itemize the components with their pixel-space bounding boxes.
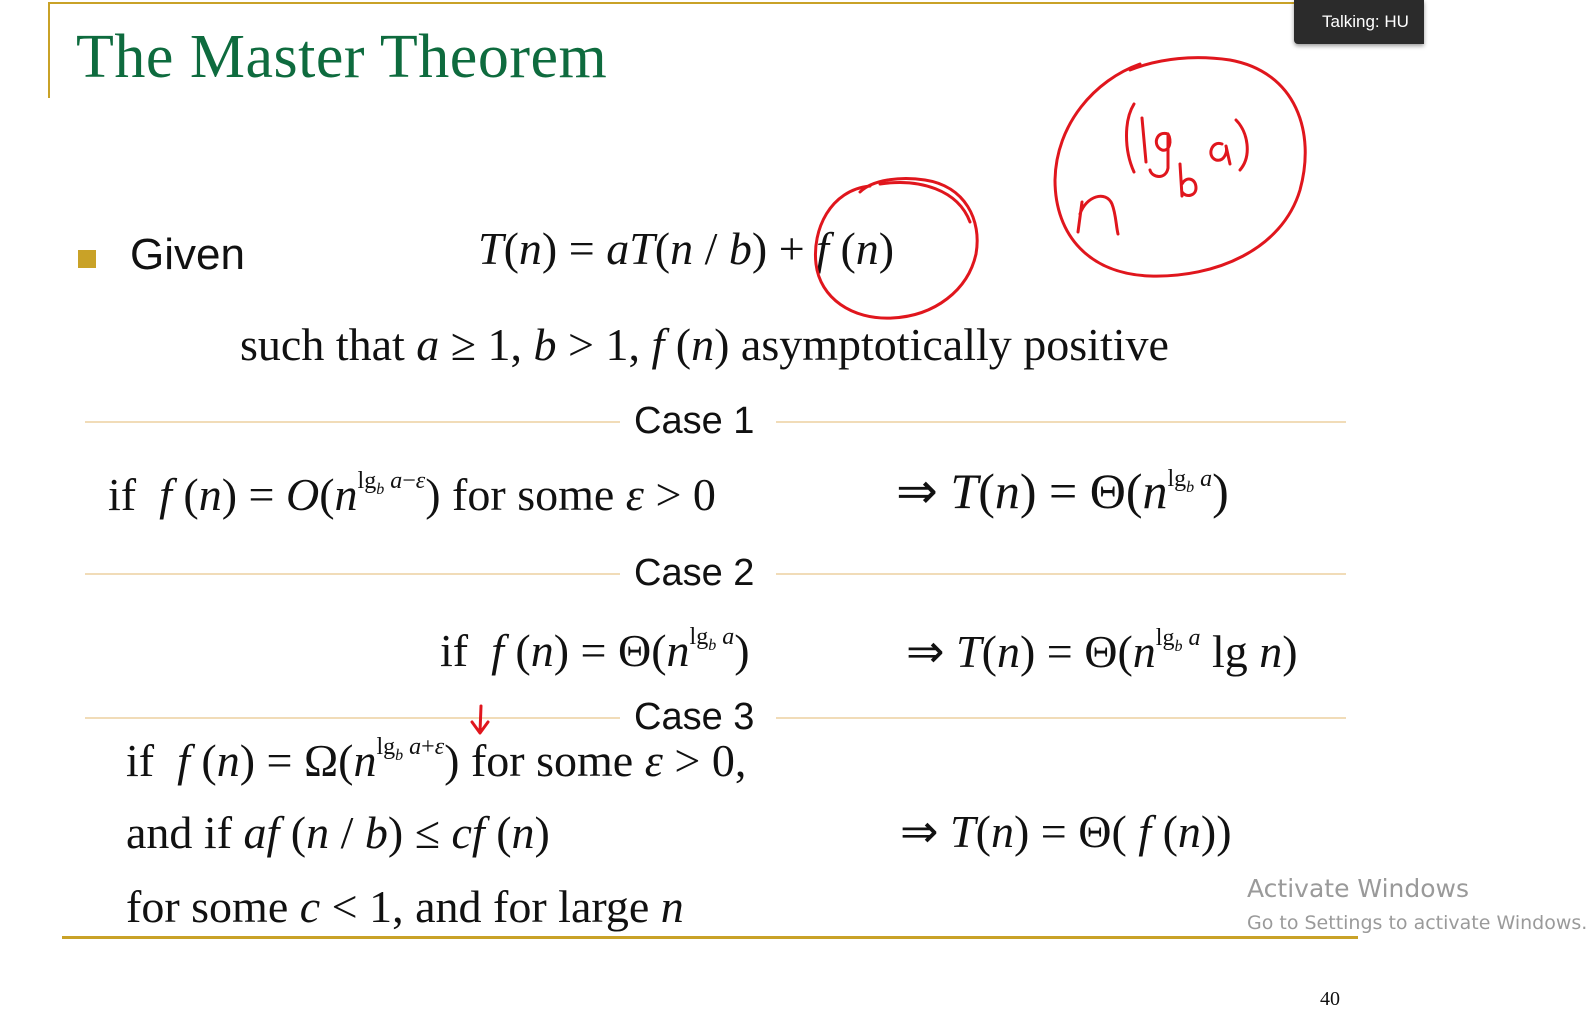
recurrence-equation: T(n) = aT(n / b) + f (n) xyxy=(478,223,895,274)
case1-label: Case 1 xyxy=(634,400,755,442)
slide-title: The Master Theorem xyxy=(76,23,608,91)
recurrence-conditions: such that a ≥ 1, b > 1, f (n) asymptotically positive xyxy=(240,319,1169,370)
case3-condition-line1: if f $(n) = \Omega(n^{lg_b a+\varepsilon})$ for some ε > 0, xyxy=(126,734,747,786)
slide-frame-left xyxy=(48,2,50,98)
case3-condition-line2: and if af (n / b) ≤ cf (n) xyxy=(126,807,550,858)
case2-divider-left xyxy=(85,573,620,575)
case2-label: Case 2 xyxy=(634,552,755,594)
case2-divider-right xyxy=(776,573,1346,575)
slide-frame-top xyxy=(48,2,1308,4)
talking-notice[interactable]: Talking: HU xyxy=(1294,0,1424,44)
slide-frame-bottom xyxy=(62,936,1358,939)
page-number: 40 xyxy=(1320,988,1340,1010)
case3-condition-line3: for some c < 1, and for large n xyxy=(126,881,684,932)
case3-divider-left xyxy=(85,717,620,719)
case1-divider-left xyxy=(85,421,620,423)
bullet-square-icon xyxy=(78,250,96,268)
case3-label: Case 3 xyxy=(634,696,755,738)
ink-note-n xyxy=(1078,196,1118,234)
case3-divider-right xyxy=(776,717,1346,719)
case1-result: ⇒ $T(n) = \Theta(n^{lg_b a})$ xyxy=(896,463,1229,519)
ink-circle-note xyxy=(1055,58,1305,276)
case2-condition: if f $(n) = \Theta(n^{lg_b a})$ xyxy=(440,624,750,676)
case1-divider-right xyxy=(776,421,1346,423)
ink-arrow-down xyxy=(472,706,488,733)
given-label: Given xyxy=(130,230,245,279)
activate-windows-subtitle: Go to Settings to activate Windows. xyxy=(1247,912,1587,934)
activate-windows-title: Activate Windows xyxy=(1247,874,1469,903)
case2-result: ⇒ $T(n) = \Theta(n^{lg_b a}$ lg n) xyxy=(906,625,1298,677)
case1-condition: if f $(n) = O(n^{lg_b a-\varepsilon})$ for some ε > 0 xyxy=(108,468,716,520)
case3-result: ⇒ T(n) = Θ( f (n)) xyxy=(900,806,1232,857)
